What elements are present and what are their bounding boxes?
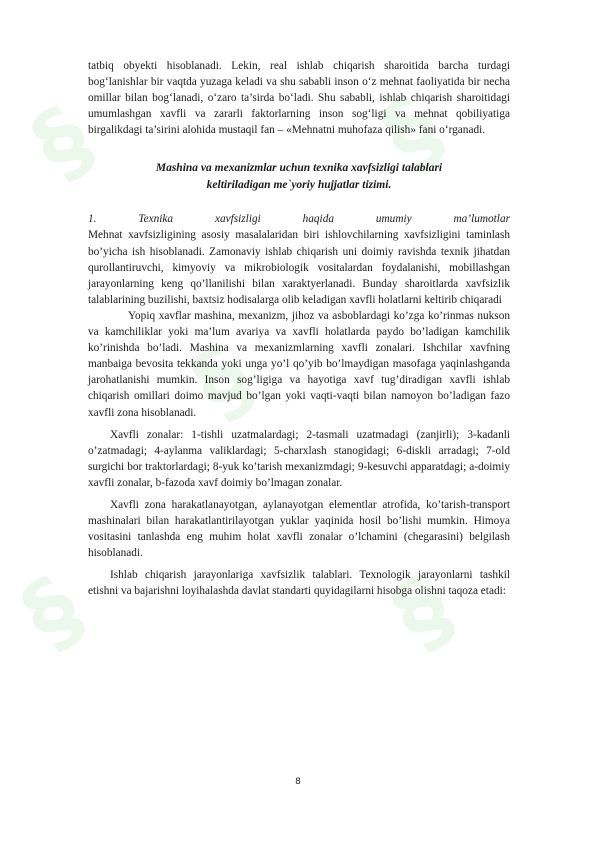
body-paragraph: Ishlab chiqarish jarayonlariga xavfsizlik talablari. Texnologik jarayonlarni tashkil etishni va bajarishni loyihalashda davlat standarti quyidagilarni hisobga olishni taqoza etadi: <box>88 569 510 598</box>
item-title-word: haqida <box>302 213 334 226</box>
item-title-word: xavfsizligi <box>214 213 261 226</box>
item-title-word: umumiy <box>375 213 412 226</box>
section-heading <box>88 160 510 193</box>
watermark-logo: § <box>3 556 102 669</box>
item-title-word: ma’lumotlar <box>453 213 510 226</box>
body-paragraph: Yopiq xavflar mashina, mexanizm, jihoz va asboblardagi ko’zga ko’rinmas nukson va kamchiliklar yoki ma’lum avariya va xavfli holatlarda paydo bo’ladigan kamchilik ko’rinishda bo’ladi. Mashina va mexanizmlarning xavfli zonalari. Ishchilar xavfning manbaiga bevosita tekkanda yoki unga yo’l qo’yib bo’lmaydigan masofaga yaqinlashganda jarohatlanishi mumkin. Inson sog’ligiga va hayotiga xavf tug’diradigan xavfli ishlab chiqarish omillari doimo mavjud bo’lgan yoki vaqti-vaqti bilan namoyon bo’ladigan fazo xavfli zona hisoblanadi. <box>88 309 510 419</box>
page-content <box>88 58 510 600</box>
body-paragraph: Xavfli zonalar: 1-tishli uzatmalardagi; 2-tasmali uzatmadagi (zanjirli); 3-kadanli o’zatmadagi; 4-aylanma valiklardagi; 5-charxlash stanogidagi; 6-diskli arradagi; 7-old surgichi bor traktorlardagi; 8-yuk ko’tarish mexanizmdagi; 9-kesuvchi apparatdagi; a-doimiy xavfli zonalar, b-fazoda xavf doimiy bo’lmagan zonalar. <box>88 428 510 489</box>
watermark-logo: § <box>13 86 112 199</box>
body-paragraph: Xavfli zona harakatlanayotgan, aylanayotgan elementlar atrofida, ko’tarish-transport mashinalari bilan harakatlantirilayotgan yuklar yaqinida hosil bo’lishi mumkin. Himoya vositasini tanlashda eng muhim holat xavfli zonalar o’lchamini (chegarasini) belgilash hisoblanadi. <box>88 498 510 560</box>
watermark-logo: § <box>363 76 462 189</box>
item-title <box>88 211 510 227</box>
intro-paragraph: tatbiq obyekti hisoblanadi. Lekin, real ishlab chiqarish sharoitida barcha turdagi bog‘lanishlar bir vaqtda yuzaga keladi va shu sababli inson o‘z mehnat faoliyatida bir necha omillar bilan bog‘lanadi, o‘zaro ta’sirda bo‘ladi. Shu sababli, ishlab chiqarish sharoitidagi umumlashgan xavfli va zararli faktorlarning inson sog‘ligi va mehnat qobiliyatiga birgalikdagi ta’sirini alohida mustaqil fan – «Mehnatni muhofaza qilish» fani o‘rganadi. <box>88 60 510 137</box>
item-title-word: 1. <box>88 213 97 226</box>
watermark-logo: § <box>173 326 272 439</box>
watermark-logo: § <box>373 556 472 669</box>
heading-line-1: Mashina va mexanizmlar uchun texnika xavfsizligi talablari <box>155 162 443 175</box>
page-number: 8 <box>295 777 301 787</box>
item-title-word: Texnika <box>138 213 174 226</box>
heading-line-2: keltiriladigan me`yoriy hujjatlar tizimi. <box>206 178 392 191</box>
body-paragraph: Mehnat xavfsizligining asosiy masalalaridan biri ishlovchilarning xavfsizligini taminlash bo’yicha ish hisoblanadi. Zamonaviy ishlab chiqarish uni doimiy ravishda texnik jihatdan qurollantiruvchi, kimyoviy va mikrobiologik vositalardan foydalanishi, mobillashgan jarayonlarning keng qo’llanilishi bilan xaraktyerlanadi. Bunday sharoitlarda xavfsizlik talablarining buzilishi, baxtsiz hodisalarga olib keladigan xavfli holatlarni keltirib chiqaradi <box>88 229 510 306</box>
